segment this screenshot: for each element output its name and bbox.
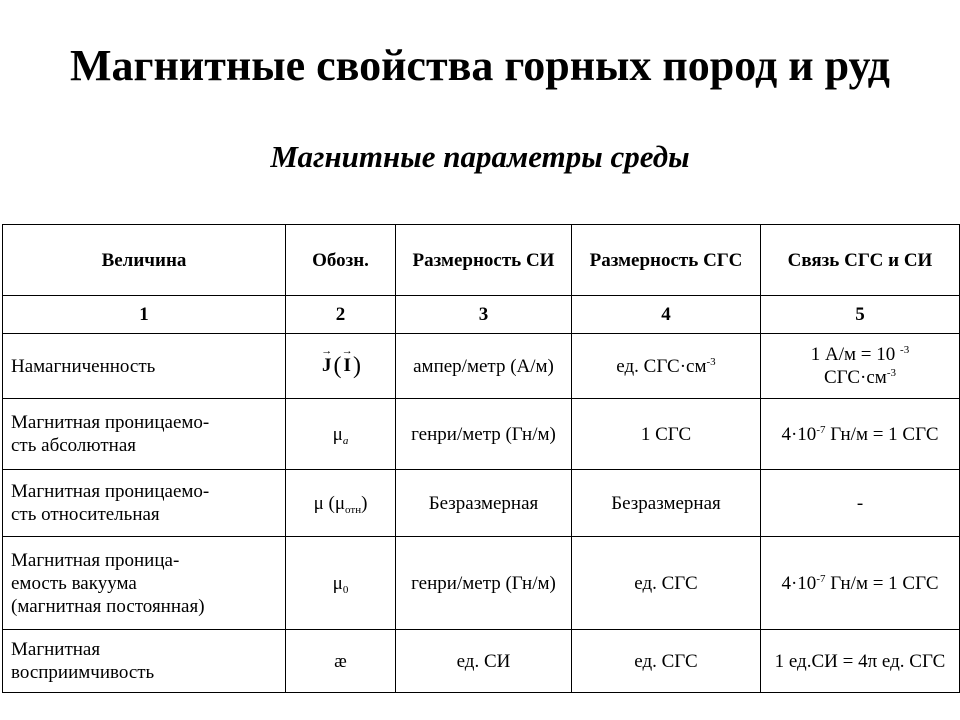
header-quantity: Величина	[3, 225, 286, 296]
quantity-symbol	[286, 470, 396, 537]
cgs-units: 1 СГС	[572, 399, 761, 470]
si-units: генри/метр (Гн/м)	[396, 537, 572, 630]
header-si-units: Размерность СИ	[396, 225, 572, 296]
column-number: 3	[396, 296, 572, 334]
header-cgs-units: Размерность СГС	[572, 225, 761, 296]
quantity-symbol	[286, 537, 396, 630]
relation-exponent: -7	[816, 423, 826, 436]
paren-close: )	[361, 492, 368, 514]
table-row	[3, 630, 960, 693]
relation-text: 1 А/м = 10	[810, 344, 901, 365]
symbol-mu-inner: μ	[334, 492, 346, 514]
table-row	[3, 537, 960, 630]
header-relation: Связь СГС и СИ	[761, 225, 960, 296]
quantity-name-line: емость вакуума	[11, 572, 137, 594]
quantity-name	[3, 537, 286, 630]
relation-tail-exponent: -3	[886, 367, 897, 379]
relation-exponent: -3	[900, 344, 910, 356]
cgs-units: ед. СГС	[572, 537, 761, 630]
header-symbol: Обозн.	[286, 225, 396, 296]
relation	[761, 399, 960, 470]
cgs-units: ед. СГС	[572, 630, 761, 693]
relation: 1 ед.СИ = 4π ед. СГС	[761, 630, 960, 693]
relation-tail: Гн/м = 1 СГС	[825, 572, 939, 594]
relation	[761, 334, 960, 399]
si-units: генри/метр (Гн/м)	[396, 399, 572, 470]
quantity-symbol	[286, 334, 396, 399]
page-title: Магнитные свойства горных пород и руд	[70, 41, 890, 90]
cgs-units-exponent: -3	[706, 355, 716, 368]
relation-tail: Гн/м = 1 СГС	[825, 423, 939, 445]
column-number: 2	[286, 296, 396, 334]
quantity-symbol	[286, 399, 396, 470]
symbol-mu: μ	[313, 492, 324, 514]
paren-open: (	[328, 492, 335, 514]
quantity-name	[3, 399, 286, 470]
quantity-symbol: æ	[286, 630, 396, 693]
symbol-mu: μ	[332, 423, 343, 445]
cgs-units: Безразмерная	[572, 470, 761, 537]
column-number: 1	[3, 296, 286, 334]
symbol-mu: μ	[332, 572, 343, 594]
symbol-subscript: a	[342, 434, 349, 447]
si-units: ампер/метр (А/м)	[396, 334, 572, 399]
si-units: Безразмерная	[396, 470, 572, 537]
quantity-name-line: сть абсолютная	[11, 435, 137, 456]
quantity-name-line: Магнитная проницаемо-	[11, 481, 210, 502]
relation-text: 4·10	[781, 572, 817, 594]
table-row	[3, 334, 960, 399]
page-subtitle: Магнитные параметры среды	[270, 139, 690, 174]
relation-exponent: -7	[816, 572, 826, 585]
quantity-name	[3, 334, 286, 399]
relation	[761, 537, 960, 630]
column-number: 5	[761, 296, 960, 334]
column-number: 4	[572, 296, 761, 334]
relation-text: 4·10	[781, 423, 817, 445]
quantity-name-line: Намагниченность	[11, 355, 156, 377]
magnetic-parameters-table	[2, 224, 960, 693]
cgs-units-text: ед. СГС·см	[616, 355, 707, 377]
quantity-name	[3, 470, 286, 537]
cgs-units	[572, 334, 761, 399]
symbol-subscript: отн	[345, 503, 362, 516]
symbol-i: → I	[342, 354, 353, 377]
paren-open: (	[333, 353, 342, 379]
quantity-name-line: Магнитная проницаемо-	[11, 412, 210, 433]
quantity-name-line: Магнитная проница-	[11, 549, 180, 571]
table-header-row	[3, 225, 960, 296]
table-row	[3, 399, 960, 470]
si-units: ед. СИ	[396, 630, 572, 693]
paren-close: )	[352, 353, 361, 379]
quantity-name-line: Магнитная	[11, 639, 101, 660]
symbol-subscript: 0	[342, 583, 349, 596]
table-row	[3, 470, 960, 537]
quantity-name-line: (магнитная постоянная)	[11, 595, 205, 617]
relation: -	[761, 470, 960, 537]
quantity-name-line: сть относительная	[11, 504, 160, 525]
symbol-j: → J	[320, 354, 334, 377]
quantity-name	[3, 630, 286, 693]
quantity-name-line: восприимчивость	[11, 662, 155, 683]
relation-tail: СГС·см	[823, 367, 887, 388]
table-number-row	[3, 296, 960, 334]
